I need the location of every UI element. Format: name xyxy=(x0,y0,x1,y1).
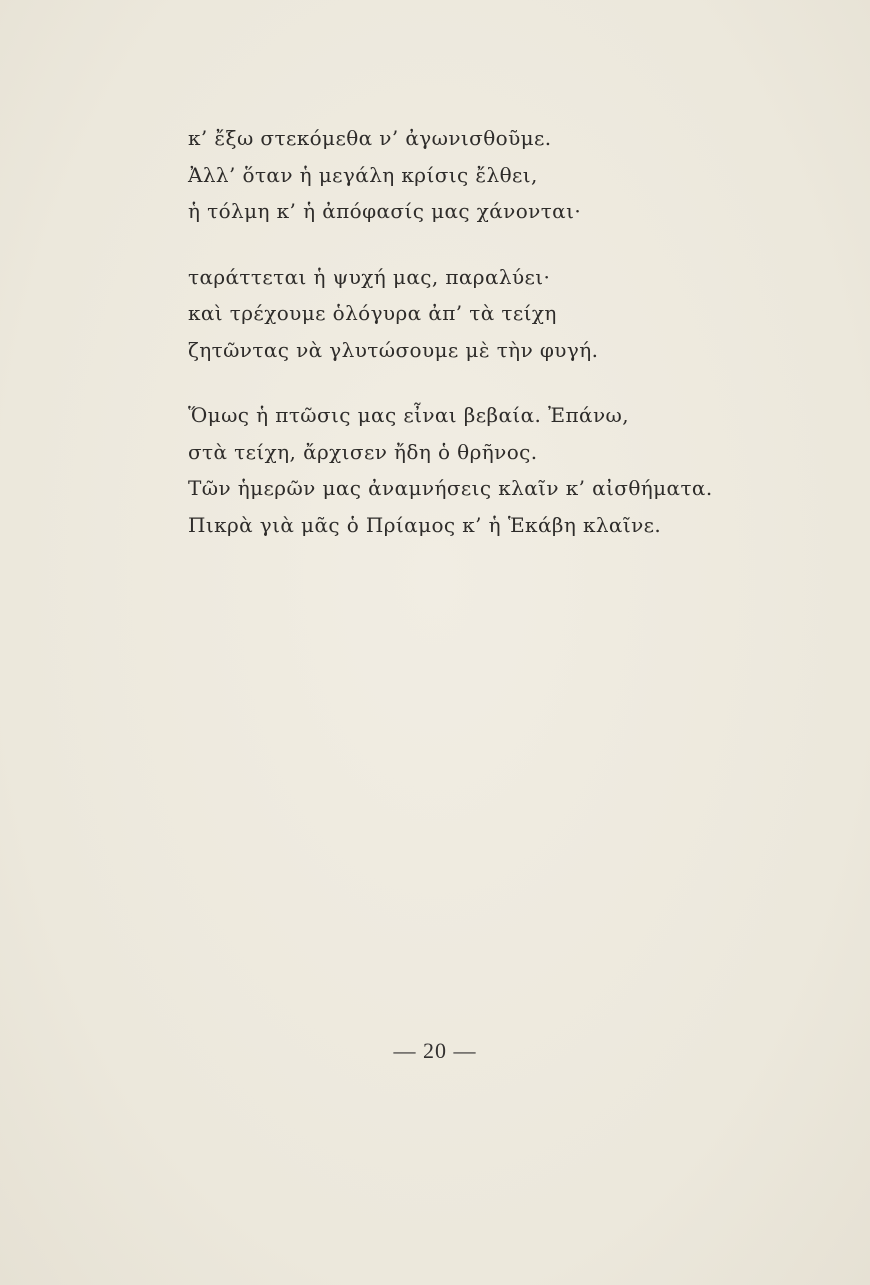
poem-line: στὰ τείχη, ἄρχισεν ἤδη ὁ θρῆνος. xyxy=(188,439,538,464)
page-number: — 20 — xyxy=(393,1038,477,1063)
poem-line: κ’ ἔξω στεκόμεθα ν’ ἀγωνισθοῦμε. xyxy=(188,126,552,150)
stanza-3 xyxy=(188,397,828,543)
poem-line: καὶ τρέχουμε ὁλόγυρα ἀπ’ τὰ τείχη xyxy=(188,301,557,325)
poem-body xyxy=(188,120,828,572)
poem-line: Πικρὰ γιὰ μᾶς ὁ Πρίαμος κ’ ἡ Ἑκάβη κλαῖνε. xyxy=(188,512,662,537)
poem-line: Ὅμως ἡ πτῶσις μας εἶναι βεβαία. Ἐπάνω, xyxy=(188,403,629,427)
poem-line: ταράττεται ἡ ψυχή μας, παραλύει· xyxy=(188,264,551,289)
stanza-2 xyxy=(188,259,828,369)
stanza-1 xyxy=(188,120,828,230)
poem-line: ἡ τόλμη κ’ ἡ ἀπόφασίς μας χάνονται· xyxy=(188,199,582,223)
poem-line: Ἀλλ’ ὅταν ἡ μεγάλη κρίσις ἔλθει, xyxy=(188,162,538,187)
poem-line: ζητῶντας νὰ γλυτώσουμε μὲ τὴν φυγή. xyxy=(188,337,599,362)
poem-line: Τῶν ἡμερῶν μας ἀναμνήσεις κλαῖν κ’ αἰσθήματα. xyxy=(188,476,713,500)
